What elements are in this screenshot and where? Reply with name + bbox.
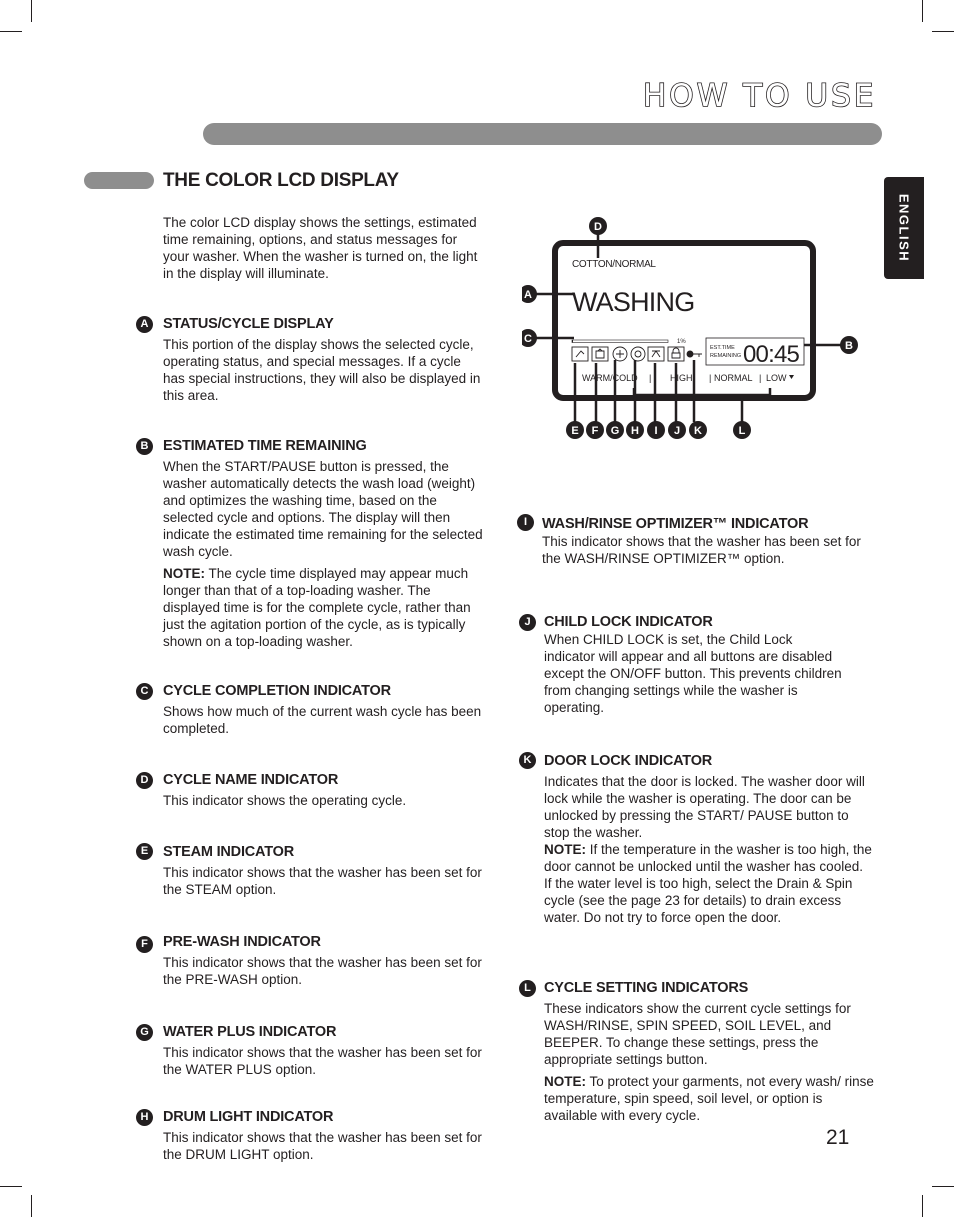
section-title: THE COLOR LCD DISPLAY xyxy=(163,170,399,191)
item-body: These indicators show the current cycle settings for WASH/RINSE, SPIN SPEED, SOIL LEVEL, and BEEPER. To change these settings, press the appropriate settings button. xyxy=(544,1001,851,1067)
item-title: CHILD LOCK INDICATOR xyxy=(544,614,713,630)
callout-k: K xyxy=(694,425,702,437)
callout-b: B xyxy=(845,340,853,352)
item-title: CYCLE SETTING INDICATORS xyxy=(544,980,749,996)
callout-e: E xyxy=(571,425,579,437)
note-label: NOTE: xyxy=(544,1074,586,1089)
item-body: When CHILD LOCK is set, the Child Lock indicator will appear and all buttons are disabled except the ON/OFF button. This prevents children from changing settings while the washer is operating. xyxy=(544,632,842,715)
page-number: 21 xyxy=(826,1126,850,1149)
item-body: This indicator shows the operating cycle. xyxy=(163,793,407,808)
item-title: ESTIMATED TIME REMAINING xyxy=(163,438,367,454)
item-note xyxy=(544,841,872,926)
item-drum-light-indicator xyxy=(140,1108,483,1163)
svg-text:|: | xyxy=(649,373,652,383)
lcd-display-diagram xyxy=(522,210,860,450)
crop-mark xyxy=(0,31,22,32)
note-text: The cycle time displayed may appear much longer than that of a top-loading washer. The displayed time is for the complete cycle, rather than just the agitation portion of the cycle, as is typically shown on a top-loading washer. xyxy=(163,566,471,649)
callout-a: A xyxy=(524,289,532,301)
item-badge: F xyxy=(136,936,153,953)
item-badge: E xyxy=(136,843,153,860)
item-badge: L xyxy=(519,980,536,997)
svg-text:|: | xyxy=(709,373,712,383)
item-estimated-time-remaining xyxy=(140,437,485,650)
callout-j: J xyxy=(673,425,681,437)
item-body: This indicator shows that the washer has been set for the DRUM LIGHT option. xyxy=(163,1130,482,1162)
item-title: WASH/RINSE OPTIMIZER™ INDICATOR xyxy=(542,516,809,532)
item-body: This indicator shows that the washer has been set for the PRE-WASH option. xyxy=(163,955,482,987)
crop-mark xyxy=(31,1195,32,1217)
callout-g: G xyxy=(610,425,620,437)
item-badge: C xyxy=(136,683,153,700)
est-time-label-1: EST.TIME xyxy=(710,345,735,351)
item-badge: I xyxy=(517,514,534,531)
setting-soil-level: NORMAL xyxy=(714,373,753,383)
note-text: To protect your garments, not every wash/ rinse temperature, spin speed, soil level, or option is available with every cycle. xyxy=(544,1074,874,1123)
item-status-cycle-display xyxy=(140,315,483,404)
item-body: When the START/PAUSE button is pressed, the washer automatically detects the wash load (weight) and optimizes the washing time, based on the selected cycle and options. The display will then indicate the estimated time remaining for the selected wash cycle. xyxy=(163,459,483,559)
item-steam-indicator xyxy=(140,843,483,898)
progress-percent: 1% xyxy=(677,339,686,345)
setting-beeper: LOW xyxy=(766,373,787,383)
item-title: CYCLE NAME INDICATOR xyxy=(163,772,339,788)
item-badge: H xyxy=(136,1109,153,1126)
item-door-lock-indicator xyxy=(523,752,872,926)
item-badge: G xyxy=(136,1024,153,1041)
cycle-name-text: COTTON/NORMAL xyxy=(572,259,656,270)
callout-i: I xyxy=(654,425,658,437)
note-label: NOTE: xyxy=(163,566,205,581)
callout-l: L xyxy=(738,425,746,437)
item-note xyxy=(544,1073,874,1124)
item-title: DRUM LIGHT INDICATOR xyxy=(163,1109,334,1125)
callout-h: H xyxy=(631,425,639,437)
progress-fill xyxy=(572,340,573,343)
item-title: PRE-WASH INDICATOR xyxy=(163,934,321,950)
est-time-label-2: REMAINING xyxy=(710,353,742,359)
crop-mark xyxy=(932,1186,954,1187)
item-badge: J xyxy=(519,614,536,631)
item-body: Shows how much of the current wash cycle has been completed. xyxy=(163,704,482,736)
item-badge: K xyxy=(519,752,536,769)
section-marker xyxy=(84,172,154,189)
section-intro: The color LCD display shows the settings, estimated time remaining, options, and status messages for your washer. When the washer is turned on, the light in the display will illuminate. xyxy=(163,215,478,281)
item-body: Indicates that the door is locked. The washer door will lock while the washer is operating. The door can be unlocked by pressing the START/ PAUSE button to stop the washer. xyxy=(544,774,865,840)
crop-mark xyxy=(31,0,32,22)
crop-mark xyxy=(932,31,954,32)
crop-mark xyxy=(0,1186,22,1187)
note-text: If the temperature in the washer is too high, the door cannot be unlocked until the washer has cooled. If the water level is too high, select the Drain & Spin cycle (see the page 23 for details) to drain excess water. Do not try to force open the door. xyxy=(544,842,872,925)
svg-text:|: | xyxy=(759,373,762,383)
item-cycle-name-indicator xyxy=(140,771,483,809)
item-note xyxy=(163,565,485,650)
item-body: This indicator shows that the washer has been set for the WATER PLUS option. xyxy=(163,1045,482,1077)
door-lock-icon xyxy=(687,351,693,357)
status-text: WASHING xyxy=(572,287,695,317)
item-badge: D xyxy=(136,772,153,789)
item-body: This indicator shows that the washer has been set for the WASH/RINSE OPTIMIZER™ option. xyxy=(542,534,861,566)
page-header-title: HOW TO USE xyxy=(643,78,877,114)
item-body: This portion of the display shows the selected cycle, operating status, and special messages. If a cycle has special instructions, they will also be displayed in this area. xyxy=(163,337,481,403)
header-bar xyxy=(203,123,882,145)
item-cycle-completion-indicator xyxy=(140,682,483,737)
item-title: STATUS/CYCLE DISPLAY xyxy=(163,316,334,332)
item-cycle-setting-indicators xyxy=(524,979,874,1124)
callout-f: F xyxy=(591,425,599,437)
time-remaining-text: 00:45 xyxy=(743,341,800,368)
setting-wash-rinse: WARM/COLD xyxy=(582,373,638,383)
language-tab-label: ENGLISH xyxy=(896,193,912,263)
crop-mark xyxy=(922,0,923,22)
item-water-plus-indicator xyxy=(140,1023,483,1078)
callout-d: D xyxy=(594,221,602,233)
crop-mark xyxy=(922,1195,923,1217)
item-badge: B xyxy=(136,438,153,455)
item-body: This indicator shows that the washer has been set for the STEAM option. xyxy=(163,865,482,897)
language-tab xyxy=(884,177,924,279)
item-wash-rinse-optimizer-indicator xyxy=(523,515,872,567)
item-title: WATER PLUS INDICATOR xyxy=(163,1024,337,1040)
item-title: STEAM INDICATOR xyxy=(163,844,294,860)
item-child-lock-indicator xyxy=(524,613,844,716)
item-pre-wash-indicator xyxy=(141,933,483,988)
item-badge: A xyxy=(136,316,153,333)
item-title: DOOR LOCK INDICATOR xyxy=(544,753,713,769)
callout-c: C xyxy=(524,333,532,345)
item-title: CYCLE COMPLETION INDICATOR xyxy=(163,683,391,699)
note-label: NOTE: xyxy=(544,842,586,857)
setting-spin-speed: HIGH xyxy=(670,373,693,383)
